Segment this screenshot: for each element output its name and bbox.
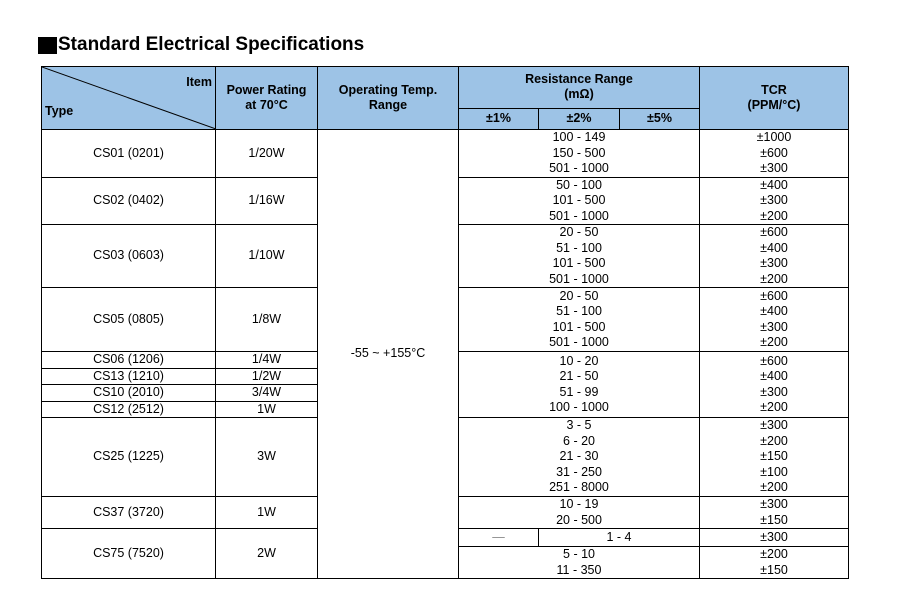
type-cell: CS05 (0805) [42, 288, 216, 352]
power-cell: 1W [216, 497, 318, 529]
item-type-header [42, 67, 216, 130]
range-cell: 20 - 50 51 - 100 101 - 500 501 - 1000 [459, 288, 700, 352]
tolerance-2-header: ±2% [539, 108, 620, 129]
power-cell: 1/2W [216, 368, 318, 385]
specifications-table [41, 66, 849, 579]
range-cell: 100 - 149 150 - 500 501 - 1000 [459, 130, 700, 178]
power-cell: 3/4W [216, 385, 318, 402]
power-cell: 1/16W [216, 177, 318, 225]
tcr-cell: ±300 ±200 ±150 ±100 ±200 [700, 418, 849, 497]
tcr-cell: ±600 ±400 ±300 ±200 [700, 225, 849, 288]
type-cell: CS02 (0402) [42, 177, 216, 225]
power-cell: 1/20W [216, 130, 318, 178]
power-cell: 1/10W [216, 225, 318, 288]
power-cell: 1/4W [216, 352, 318, 369]
type-cell: CS06 (1206) [42, 352, 216, 369]
power-cell: 2W [216, 529, 318, 579]
item-label: Item [186, 75, 212, 89]
type-cell: CS13 (1210) [42, 368, 216, 385]
type-cell: CS10 (2010) [42, 385, 216, 402]
operating-temp-cell: -55 ~ +155°C [318, 130, 459, 579]
power-cell: 1W [216, 401, 318, 418]
page-title [38, 34, 364, 56]
tcr-cell: ±300 [700, 529, 849, 547]
tolerance-5-header: ±5% [620, 108, 700, 129]
page-title-text: Standard Electrical Specifications [58, 34, 365, 55]
tcr-cell: ±300 ±150 [700, 497, 849, 529]
table-row [42, 130, 849, 178]
range-cell: 1 - 4 [539, 529, 700, 547]
tolerance-1-header: ±1% [459, 108, 539, 129]
black-square-icon [38, 37, 57, 54]
tcr-cell: ±600 ±400 ±300 ±200 [700, 288, 849, 352]
type-cell: CS12 (2512) [42, 401, 216, 418]
resistance-range-header: Resistance Range (mΩ) [459, 67, 700, 109]
tcr-cell: ±200 ±150 [700, 547, 849, 579]
type-cell: CS37 (3720) [42, 497, 216, 529]
range-cell: 50 - 100 101 - 500 501 - 1000 [459, 177, 700, 225]
operating-temp-header: Operating Temp. Range [318, 67, 459, 130]
tolerance-1-dash: — [459, 529, 539, 547]
power-cell: 3W [216, 418, 318, 497]
power-rating-header: Power Rating at 70°C [216, 67, 318, 130]
tcr-header: TCR (PPM/°C) [700, 67, 849, 130]
type-label: Type [45, 103, 74, 118]
tcr-cell: ±400 ±300 ±200 [700, 177, 849, 225]
power-cell: 1/8W [216, 288, 318, 352]
range-cell: 20 - 50 51 - 100 101 - 500 501 - 1000 [459, 225, 700, 288]
range-cell: 5 - 10 11 - 350 [459, 547, 700, 579]
type-cell: CS25 (1225) [42, 418, 216, 497]
range-cell: 10 - 19 20 - 500 [459, 497, 700, 529]
type-cell: CS01 (0201) [42, 130, 216, 178]
type-cell: CS03 (0603) [42, 225, 216, 288]
range-cell: 3 - 5 6 - 20 21 - 30 31 - 250 251 - 8000 [459, 418, 700, 497]
range-cell: 10 - 20 21 - 50 51 - 99 100 - 1000 [459, 352, 700, 418]
tcr-cell: ±1000 ±600 ±300 [700, 130, 849, 178]
type-cell: CS75 (7520) [42, 529, 216, 579]
tcr-cell: ±600 ±400 ±300 ±200 [700, 352, 849, 418]
